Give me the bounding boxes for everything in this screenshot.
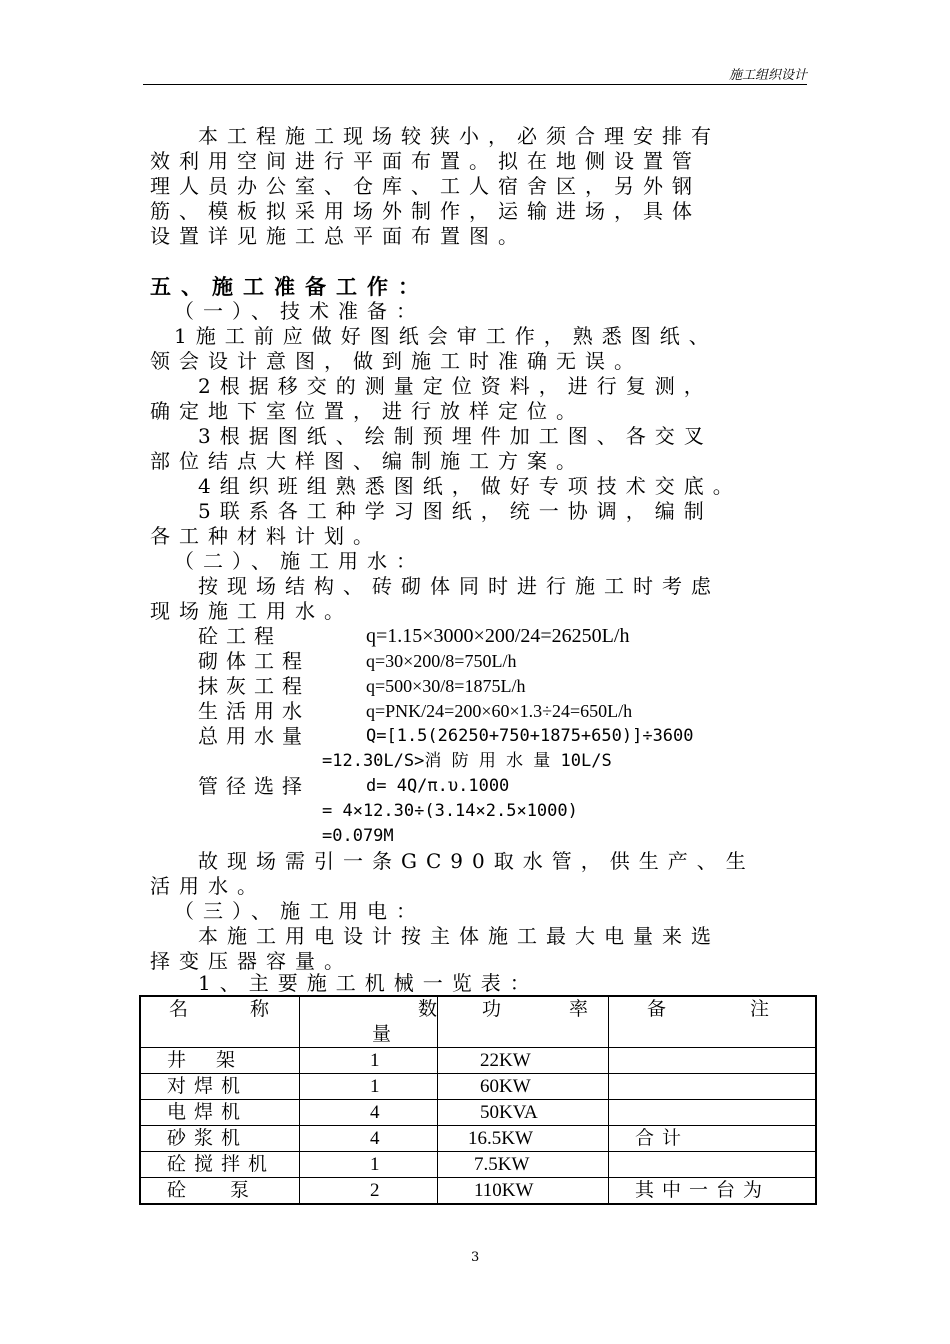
cell-qty: 4 xyxy=(300,1100,438,1126)
cell-power: 16.5KW xyxy=(438,1126,609,1152)
pipe-formula-2: = 4×12.30÷(3.14×2.5×1000) xyxy=(322,801,578,821)
equipment-list-title: 1、主要施工机械一览表： xyxy=(198,971,539,995)
page-header xyxy=(0,0,950,90)
water-label-domestic: 生活用水 xyxy=(198,699,310,723)
cell-name: 砼搅拌机 xyxy=(140,1152,300,1178)
cell-power: 7.5KW xyxy=(438,1152,609,1178)
table-row xyxy=(140,1126,816,1152)
header-name-b: 称 xyxy=(249,998,269,1020)
tech-item-2-line-1: 2根据移交的测量定位资料，进行复测， xyxy=(198,374,713,398)
water-label-plaster: 抹灰工程 xyxy=(198,674,310,698)
table-row xyxy=(140,1178,816,1205)
cell-name: 砂浆机 xyxy=(140,1126,300,1152)
water-intro-line-2: 现场施工用水。 xyxy=(150,599,353,623)
header-rule xyxy=(143,84,807,85)
cell-note xyxy=(609,1048,817,1074)
table-row xyxy=(140,1100,816,1126)
cell-power: 60KW xyxy=(438,1074,609,1100)
header-title: 施工组织设计 xyxy=(728,68,807,83)
cell-qty: 1 xyxy=(300,1074,438,1100)
header-name xyxy=(140,996,300,1048)
table-row xyxy=(140,1074,816,1100)
cell-power: 110KW xyxy=(438,1178,609,1205)
cell-note xyxy=(609,1152,817,1178)
header-power-a: 功 xyxy=(482,998,502,1020)
header-power xyxy=(438,996,609,1048)
header-qty xyxy=(300,996,438,1048)
tech-item-4: 4组织班组熟悉图纸，做好专项技术交底。 xyxy=(198,474,742,498)
intro-line-4: 筋、模板拟采用场外制作，运输进场，具体 xyxy=(150,199,701,223)
water-intro-line-1: 按现场结构、砖砌体同时进行施工时考虑 xyxy=(198,574,720,598)
cell-name: 对焊机 xyxy=(140,1074,300,1100)
cell-note xyxy=(609,1074,817,1100)
table-row xyxy=(140,1048,816,1074)
water-conclusion-line-1: 故现场需引一条GC90取水管，供生产、生 xyxy=(198,849,755,873)
header-qty-a: 数 xyxy=(418,998,438,1020)
subsection-title-power: （三）、施工用电： xyxy=(174,899,425,923)
tech-item-3-line-1: 3根据图纸、绘制预埋件加工图、各交叉 xyxy=(198,424,713,448)
cell-note: 其中一台为 xyxy=(609,1178,817,1205)
cell-name: 砼泵 xyxy=(140,1178,300,1205)
intro-line-1: 本工程施工现场较狭小，必须合理安排有 xyxy=(198,124,720,148)
table-row xyxy=(140,1152,816,1178)
header-name-a: 名 xyxy=(169,998,189,1020)
tech-item-5-line-2: 各工种材料计划。 xyxy=(150,524,382,548)
water-formula-domestic: q=PNK/24=200×60×1.3÷24=650L/h xyxy=(366,701,633,721)
cell-power: 50KVA xyxy=(438,1100,609,1126)
water-label-concrete: 砼工程 xyxy=(198,624,282,648)
pipe-formula-1: d= 4Q/π.υ.1000 xyxy=(366,776,510,796)
header-qty-b: 量 xyxy=(372,1023,392,1045)
power-intro-line-2: 择变压器容量。 xyxy=(150,949,353,973)
water-formula-concrete: q=1.15×3000×200/24=26250L/h xyxy=(366,625,630,647)
page-number: 3 xyxy=(471,1250,480,1265)
equipment-table xyxy=(139,995,817,1205)
cell-qty: 2 xyxy=(300,1178,438,1205)
tech-item-5-line-1: 5联系各工种学习图纸，统一协调，编制 xyxy=(198,499,713,523)
water-total-continuation: =12.30L/S>消 防 用 水 量 10L/S xyxy=(322,751,612,771)
power-intro-line-1: 本施工用电设计按主体施工最大电量来选 xyxy=(198,924,720,948)
subsection-title-water: （二）、施工用水： xyxy=(174,549,425,573)
cell-name: 电焊机 xyxy=(140,1100,300,1126)
tech-item-1-line-2: 领会设计意图，做到施工时准确无误。 xyxy=(150,349,643,373)
cell-name: 井架 xyxy=(140,1048,300,1074)
water-formula-total: Q=[1.5(26250+750+1875+650)]÷3600 xyxy=(366,726,694,746)
intro-line-5: 设置详见施工总平面布置图。 xyxy=(150,224,527,248)
header-power-b: 率 xyxy=(569,998,589,1020)
water-formula-plaster: q=500×30/8=1875L/h xyxy=(366,676,526,696)
cell-note xyxy=(609,1100,817,1126)
header-note xyxy=(609,996,817,1048)
tech-item-1-line-1: 1施工前应做好图纸会审工作，熟悉图纸、 xyxy=(174,324,718,348)
intro-line-3: 理人员办公室、仓库、工人宿舍区，另外钢 xyxy=(150,174,701,198)
cell-qty: 4 xyxy=(300,1126,438,1152)
section-title: 五、施工准备工作： xyxy=(150,274,429,299)
pipe-size-label: 管径选择 xyxy=(198,774,310,798)
tech-item-3-line-2: 部位结点大样图、编制施工方案。 xyxy=(150,449,585,473)
water-conclusion-line-2: 活用水。 xyxy=(150,874,266,898)
header-note-a: 备 xyxy=(647,998,667,1020)
intro-line-2: 效利用空间进行平面布置。拟在地侧设置管 xyxy=(150,149,701,173)
tech-item-2-line-2: 确定地下室位置，进行放样定位。 xyxy=(150,399,585,423)
cell-qty: 1 xyxy=(300,1048,438,1074)
cell-note: 合计 xyxy=(609,1126,817,1152)
table-header-row xyxy=(140,996,816,1048)
water-formula-masonry: q=30×200/8=750L/h xyxy=(366,651,517,671)
pipe-formula-3: =0.079M xyxy=(322,826,394,846)
subsection-title-tech: （一）、技术准备： xyxy=(174,299,425,323)
cell-qty: 1 xyxy=(300,1152,438,1178)
cell-power: 22KW xyxy=(438,1048,609,1074)
header-note-b: 注 xyxy=(750,998,770,1020)
water-label-total: 总用水量 xyxy=(198,724,310,748)
water-label-masonry: 砌体工程 xyxy=(198,649,310,673)
